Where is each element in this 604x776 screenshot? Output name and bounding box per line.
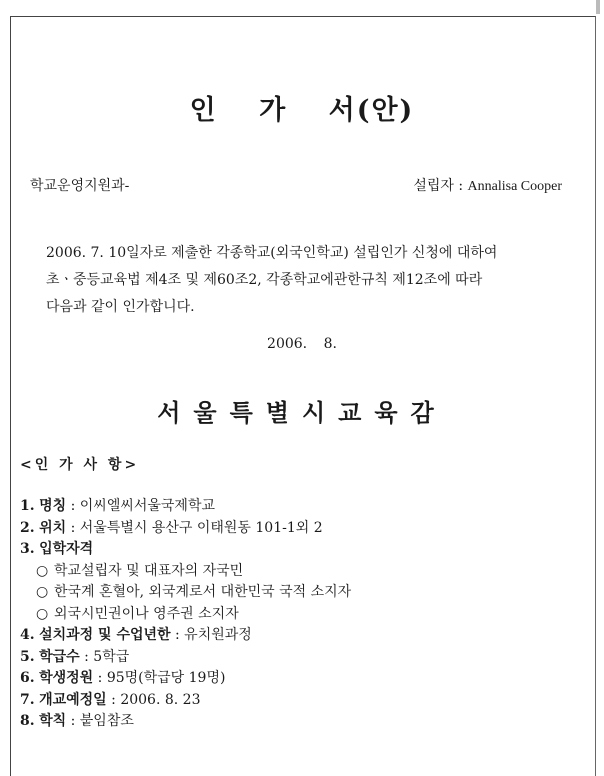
item-separator: : xyxy=(66,498,80,514)
item-number: 3. xyxy=(20,541,35,557)
item-separator: : xyxy=(66,713,80,729)
issue-date: 2006. 8. xyxy=(267,336,337,352)
criterion-text: 학교설립자 및 대표자의 자국민 xyxy=(54,562,244,579)
circle-bullet-icon: ○ xyxy=(36,562,49,579)
item-admission xyxy=(20,539,580,561)
admission-criterion xyxy=(20,561,580,583)
item-value: 붙임참조 xyxy=(79,713,134,729)
item-classes xyxy=(20,647,580,669)
item-value: 5학급 xyxy=(93,648,130,665)
item-number: 8. xyxy=(20,713,35,729)
document-title: 인 가 서(안) xyxy=(189,95,415,126)
body-line: 다음과 같이 인가합니다. xyxy=(46,299,195,315)
item-label: 입학자격 xyxy=(39,541,94,557)
item-value: 서울특별시 용산구 이태원동 101-1외 2 xyxy=(79,519,323,536)
admission-criterion xyxy=(20,604,580,626)
item-name xyxy=(20,496,580,518)
item-course xyxy=(20,625,580,647)
criterion-text: 한국계 혼혈아, 외국계로서 대한민국 국적 소지자 xyxy=(54,584,352,600)
item-label: 개교예정일 xyxy=(39,691,107,708)
circle-bullet-icon: ○ xyxy=(36,605,49,622)
founder-line xyxy=(413,175,562,195)
item-number: 4. xyxy=(20,627,35,643)
founder-label: 설립자 : xyxy=(413,178,464,194)
body-line: 2006. 7. 10일자로 제출한 각종학교(외국인학교) 설립인가 신청에 대하여 xyxy=(46,245,498,261)
item-number: 7. xyxy=(20,691,35,708)
founder-name: Annalisa Cooper xyxy=(467,179,562,194)
item-separator: : xyxy=(66,519,80,536)
approval-items-header: <인 가 사 항> xyxy=(20,457,140,473)
issuing-authority: 서울특별시교육감 xyxy=(157,398,447,427)
circle-bullet-icon: ○ xyxy=(36,584,49,600)
item-label: 위치 xyxy=(39,519,67,536)
item-school-rules xyxy=(20,711,580,733)
item-label: 명칭 xyxy=(39,498,67,514)
item-number: 2. xyxy=(20,519,35,536)
criterion-text: 외국시민권이나 영주권 소지자 xyxy=(54,605,239,622)
admission-criterion xyxy=(20,582,580,604)
item-label: 학급수 xyxy=(39,648,80,665)
item-separator: : xyxy=(106,691,121,708)
item-value: 2006. 8. 23 xyxy=(120,691,201,708)
item-number: 1. xyxy=(20,498,35,514)
item-label: 설치과정 및 수업년한 xyxy=(39,627,171,643)
item-capacity xyxy=(20,668,580,690)
item-separator: : xyxy=(79,648,94,665)
item-value: 이씨엘씨서울국제학교 xyxy=(79,498,216,514)
scan-edge-mark xyxy=(596,0,600,14)
approval-body xyxy=(46,240,566,321)
item-opening-date xyxy=(20,690,580,712)
item-separator: : xyxy=(170,627,185,643)
item-number: 6. xyxy=(20,670,35,686)
item-label: 학칙 xyxy=(39,713,67,729)
body-line: 초ㆍ중등교육법 제4조 및 제60조2, 각종학교에관한규칙 제12조에 따라 xyxy=(46,272,483,288)
item-number: 5. xyxy=(20,648,35,665)
item-value: 유치원과정 xyxy=(184,627,252,643)
item-label: 학생정원 xyxy=(39,670,94,686)
item-location xyxy=(20,518,580,540)
item-separator: : xyxy=(93,670,107,686)
department-name: 학교운영지원과- xyxy=(30,178,130,194)
item-value: 95명(학급당 19명) xyxy=(106,670,226,686)
approval-items-list xyxy=(20,496,580,733)
